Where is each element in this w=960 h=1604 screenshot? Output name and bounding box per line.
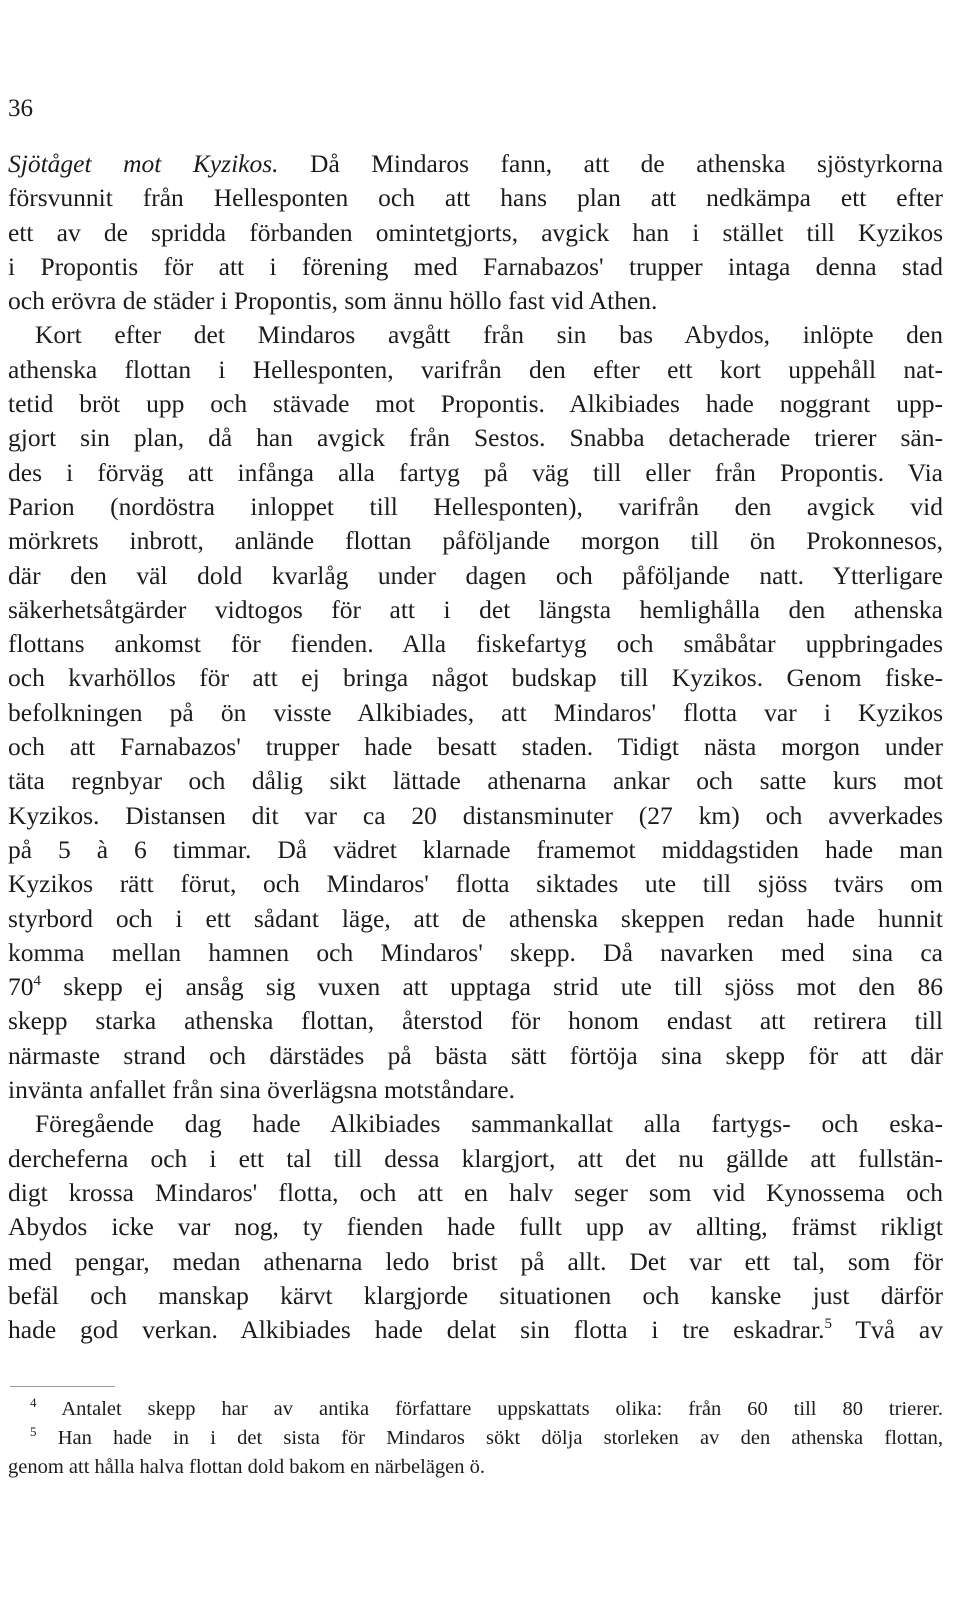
text-line: Kyzikos. Distansen dit var ca 20 distansminuter (27 km) och avverkades bbox=[8, 800, 943, 830]
text-line: Parion (nordöstra inloppet till Hellesponten), varifrån den avgick vid bbox=[8, 491, 943, 521]
text-line: Kyzikos rätt förut, och Mindaros' flotta siktades ute till sjöss tvärs om bbox=[8, 869, 943, 899]
text-line: på 5 à 6 timmar. Då vädret klarnade framemot middagstiden hade man bbox=[8, 834, 943, 864]
text-line: säkerhetsåtgärder vidtogos för att i det längsta hemlighålla den athenska bbox=[8, 594, 943, 624]
text-line: närmaste strand och därstädes på bästa sätt förtöja sina skepp för att där bbox=[8, 1040, 943, 1070]
footnotes bbox=[8, 1395, 943, 1482]
footnote-number: 4 bbox=[30, 1395, 37, 1410]
text-line: och att Farnabazos' trupper hade besatt staden. Tidigt nästa morgon under bbox=[8, 732, 943, 762]
footnote-ref-5: 5 bbox=[824, 1316, 832, 1333]
text-line: tetid bröt upp och stävade mot Propontis. Alkibiades hade noggrant upp- bbox=[8, 389, 943, 419]
text-line: $70^4$ skepp ej ansåg sig vuxen att upptaga strid ute till sjöss mot den 86 bbox=[8, 972, 943, 1002]
text-line: i Propontis för att i förening med Farnabazos' trupper intaga denna stad bbox=[8, 251, 943, 281]
section-heading: Sjötåget mot Kyzikos. bbox=[8, 149, 279, 178]
footnote-5 bbox=[8, 1424, 943, 1453]
text-line: Abydos icke var nog, ty fienden hade fullt upp av allting, främst rikligt bbox=[8, 1212, 943, 1242]
text-line: Sjötåget mot Kyzikos. Då Mindaros fann, att de athenska sjöstyrkorna bbox=[8, 149, 944, 178]
text-line: komma mellan hamnen och Mindaros' skepp. Då navarken med sina ca bbox=[8, 937, 943, 967]
footnote-text: Antalet skepp har av antika författare uppskattats olika: från 60 till 80 trierer. bbox=[61, 1398, 943, 1420]
text-line: athenska flottan i Hellesponten, varifrån den efter ett kort uppehåll nat- bbox=[8, 354, 943, 384]
footnote-ref-4: 4 bbox=[33, 973, 41, 990]
footnote-text: Han hade in i det sista för Mindaros sökt dölja storleken av den athenska flottan, bbox=[57, 1427, 944, 1449]
text-line: befolkningen på ön visste Alkibiades, att Mindaros' flotta var i Kyzikos bbox=[8, 697, 943, 727]
footnote-5-continuation: genom att hålla halva flottan dold bakom en närbelägen ö. bbox=[8, 1456, 486, 1478]
text-line: befäl och manskap kärvt klargjorde situationen och kanske just därför bbox=[8, 1280, 943, 1310]
text-line: mörkrets inbrott, anlände flottan påföljande morgon till ön Prokonnesos, bbox=[8, 526, 943, 556]
text-line: styrbord och i ett sådant läge, att de athenska skeppen redan hade hunnit bbox=[8, 903, 943, 933]
text-line: digt krossa Mindaros' flotta, och att en halv seger som vid Kynossema och bbox=[8, 1177, 943, 1207]
text-line: des i förväg att infånga alla fartyg på väg till eller från Propontis. Via bbox=[8, 457, 943, 487]
text-line: flottans ankomst för fienden. Alla fiskefartyg och småbåtar uppbringades bbox=[8, 629, 943, 659]
text-line: och erövra de städer i Propontis, som ännu höllo fast vid Athen. bbox=[8, 286, 658, 316]
text-line: med pengar, medan athenarna ledo brist på allt. Det var ett tal, som för bbox=[8, 1246, 943, 1276]
footnote-number: 5 bbox=[30, 1424, 37, 1439]
text-line: ett av de spridda förbanden omintetgjorts, avgick han i stället till Kyzikos bbox=[8, 217, 943, 247]
text-line: hade god verkan. Alkibiades hade delat sin flotta i tre eskadrar.$^5$ Två av bbox=[8, 1315, 943, 1345]
footnote-4 bbox=[8, 1395, 943, 1424]
text-line: försvunnit från Hellesponten och att hans plan att nedkämpa ett efter bbox=[8, 183, 943, 213]
text-line: täta regnbyar och dålig sikt lättade athenarna ankar och satte kurs mot bbox=[8, 766, 943, 796]
text-line: invänta anfallet från sina överlägsna motståndare. bbox=[8, 1075, 515, 1105]
footnote-divider bbox=[10, 1386, 115, 1387]
page-number: 36 bbox=[8, 95, 33, 122]
body-text bbox=[8, 147, 943, 1347]
text-line: gjort sin plan, då han avgick från Sestos. Snabba detacherade trierer sän- bbox=[8, 423, 943, 453]
text-line: där den väl dold kvarlåg under dagen och påföljande natt. Ytterligare bbox=[8, 560, 943, 590]
text-line: dercheferna och i ett tal till dessa klargjort, att det nu gällde att fullstän- bbox=[8, 1143, 943, 1173]
text-line: och kvarhöllos för att ej bringa något budskap till Kyzikos. Genom fiske- bbox=[8, 663, 943, 693]
text-line: Föregående dag hade Alkibiades sammankallat alla fartygs- och eska- bbox=[35, 1109, 943, 1139]
text-line: Kort efter det Mindaros avgått från sin bas Abydos, inlöpte den bbox=[35, 320, 943, 350]
text-line: skepp starka athenska flottan, återstod för honom endast att retirera till bbox=[8, 1006, 943, 1036]
